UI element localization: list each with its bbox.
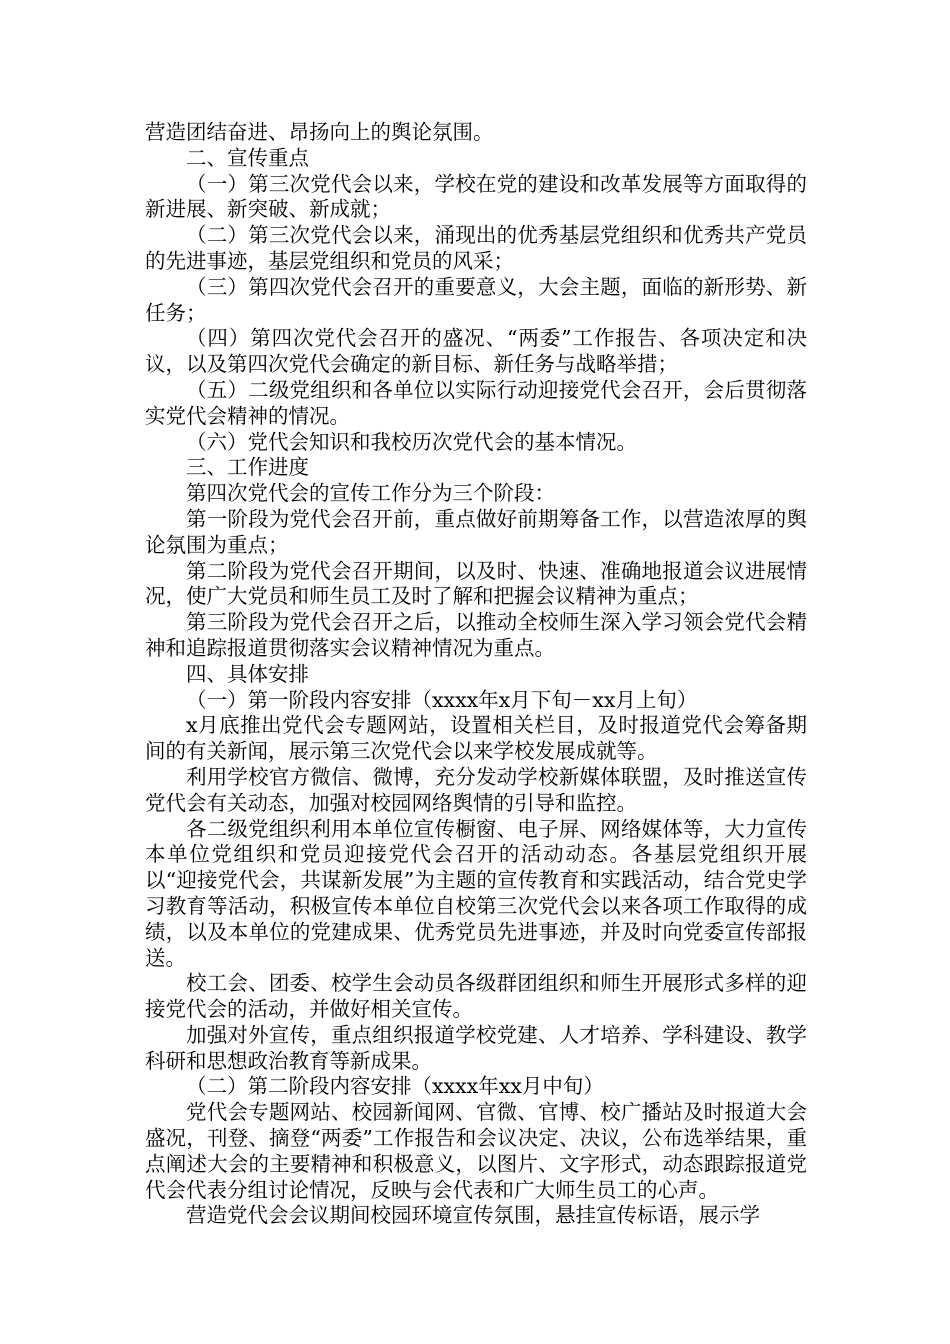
progress-stage-3: 第三阶段为党代会召开之后，以推动全校师生深入学习领会党代会精神和追踪报道贯彻落实会议精神情况为重点。 <box>145 610 807 660</box>
focus-item-3: （三）第四次党代会召开的重要意义，大会主题，面临的新形势、新任务； <box>145 274 807 325</box>
subheading-stage-1: （一）第一阶段内容安排（xxxx年x月下旬－xx月上旬） <box>186 687 698 712</box>
stage-1-paragraph-3: 各二级党组织利用本单位宣传橱窗、电子屏、网络媒体等，大力宣传本单位党组织和党员迎接党代会召开的活动动态。各基层党组织开展以“迎接党代会，共谋新发展”为主题的宣传教育和实践活动，结合党史学习教育等活动，积极宣传本单位自校第三次党代会以来各项工作取得的成绩，以及本单位的党建成果、优秀党员先进事迹，并及时向党委宣传部报送。 <box>145 816 807 970</box>
progress-stage-2: 第二阶段为党代会召开期间，以及时、快速、准确地报道会议进展情况，使广大党员和师生员工及时了解和把握会议精神为重点； <box>145 558 807 609</box>
document-page <box>145 120 807 1229</box>
subheading-stage-2: （二）第二阶段内容安排（xxxx年xx月中旬） <box>186 1074 604 1099</box>
focus-item-2: （二）第三次党代会以来，涌现出的优秀基层党组织和优秀共产党员的先进事迹，基层党组织和党员的风采； <box>145 223 807 273</box>
stage-1-paragraph-1: x月底推出党代会专题网站，设置相关栏目，及时报道党代会筹备期间的有关新闻，展示第三次党代会以来学校发展成就等。 <box>145 713 807 764</box>
stage-1-paragraph-4: 校工会、团委、校学生会动员各级群团组织和师生开展形式多样的迎接党代会的活动，并做好相关宣传。 <box>145 971 807 1022</box>
stage-2-paragraph-1: 党代会专题网站、校园新闻网、官微、官博、校广播站及时报道大会盛况，刊登、摘登“两委”工作报告和会议决定、决议，公布选举结果，重点阐述大会的主要精神和积极意义，以图片、文字形式，动态跟踪报道党代会代表分组讨论情况，反映与会代表和广大师生员工的心声。 <box>145 1100 807 1202</box>
focus-item-4: （四）第四次党代会召开的盛况、“两委”工作报告、各项决定和决议，以及第四次党代会确定的新目标、新任务与战略举措； <box>145 326 807 377</box>
focus-item-6: （六）党代会知识和我校历次党代会的基本情况。 <box>186 429 637 454</box>
focus-item-5: （五）二级党组织和各单位以实际行动迎接党代会召开，会后贯彻落实党代会精神的情况。 <box>145 377 807 428</box>
section-heading-arrangements: 四、具体安排 <box>186 661 309 686</box>
stage-1-paragraph-5: 加强对外宣传，重点组织报道学校党建、人才培养、学科建设、教学科研和思想政治教育等新成果。 <box>145 1022 807 1073</box>
progress-intro: 第四次党代会的宣传工作分为三个阶段： <box>186 481 555 506</box>
progress-stage-1: 第一阶段为党代会召开前，重点做好前期筹备工作，以营造浓厚的舆论氛围为重点； <box>145 506 807 557</box>
section-heading-publicity-focus: 二、宣传重点 <box>186 145 309 170</box>
section-heading-work-progress: 三、工作进度 <box>186 455 309 480</box>
paragraph-continuation: 营造团结奋进、昂扬向上的舆论氛围。 <box>145 120 494 144</box>
stage-1-paragraph-2: 利用学校官方微信、微博，充分发动学校新媒体联盟，及时推送宣传党代会有关动态，加强对校园网络舆情的引导和监控。 <box>145 764 807 815</box>
focus-item-1: （一）第三次党代会以来，学校在党的建设和改革发展等方面取得的新进展、新突破、新成就； <box>145 171 807 222</box>
stage-2-paragraph-2: 营造党代会会议期间校园环境宣传氛围，悬挂宣传标语，展示学 <box>186 1203 760 1228</box>
